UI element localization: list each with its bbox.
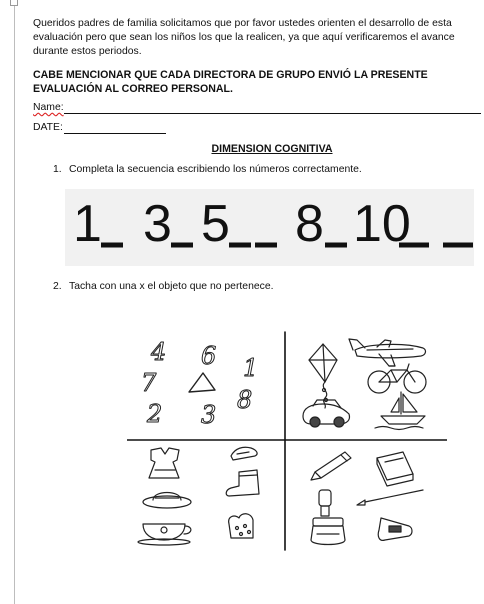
- digit-1: 1: [243, 354, 259, 382]
- name-field-row: [33, 102, 483, 116]
- sequence-number: 3: [143, 195, 172, 253]
- date-field-row: [33, 122, 183, 136]
- picture-grid-svg: [127, 330, 447, 552]
- sequence-number: 5: [201, 195, 230, 253]
- digit-6: 6: [201, 342, 217, 370]
- number-sequence-image: [65, 189, 474, 266]
- name-input-line[interactable]: [64, 113, 481, 114]
- digit-3: 3: [201, 401, 217, 429]
- boot-icon: [226, 470, 259, 496]
- page-corner-marker: [10, 0, 18, 6]
- triangle-shape: [189, 373, 215, 392]
- sequence-number: 1: [73, 195, 102, 253]
- question-number: 2.: [53, 281, 62, 292]
- page-margin-line: [14, 0, 15, 604]
- paintbrush-icon: [357, 490, 423, 505]
- bicycle-icon: [368, 364, 426, 393]
- mitten-icon: [229, 514, 253, 538]
- kite-icon: [309, 344, 337, 408]
- section-title: DIMENSION COGNITIVA: [211, 143, 333, 155]
- sailboat-icon: [375, 392, 425, 430]
- book-icon: [377, 452, 413, 486]
- digit-7: 7: [141, 369, 157, 397]
- jar-icon: [311, 518, 345, 545]
- question-text: Tacha con una x el objeto que no pertenece.: [69, 281, 274, 292]
- sequence-svg: [65, 189, 474, 266]
- sequence-number: 10: [353, 195, 411, 253]
- glue-icon: [319, 490, 331, 516]
- dress-icon: [149, 448, 179, 478]
- digit-2: 2: [147, 400, 163, 428]
- name-label: Name:: [33, 102, 64, 113]
- digit-8: 8: [237, 386, 253, 414]
- sharpener-icon: [378, 518, 412, 540]
- date-input-line[interactable]: [64, 133, 166, 134]
- question-text: Completa la secuencia escribiendo los números correctamente.: [69, 164, 362, 175]
- teacup-icon: [138, 524, 191, 545]
- date-label: DATE:: [33, 122, 63, 133]
- notice-paragraph: CABE MENCIONAR QUE CADA DIRECTORA DE GRUPO ENVIÓ LA PRESENTE EVALUACIÓN AL CORREO PERSONAL.: [33, 69, 428, 95]
- hat-icon: [143, 493, 191, 509]
- pencil-icon: [311, 452, 351, 480]
- section-heading: [0, 143, 484, 155]
- car-icon: [303, 400, 350, 427]
- airplane-icon: [349, 339, 425, 366]
- shoe-icon: [231, 447, 257, 460]
- intro-paragraph: Queridos padres de familia solicitamos que por favor ustedes orienten el desarrollo de esta evaluación pero que sean los niños los que la realicen, ya que aquí verificaremos el avance durante estos periodos.: [33, 18, 455, 57]
- question-number: 1.: [53, 164, 62, 175]
- digit-4: 4: [151, 338, 167, 366]
- odd-one-out-picture: [127, 330, 447, 552]
- sequence-number: 8: [295, 195, 324, 253]
